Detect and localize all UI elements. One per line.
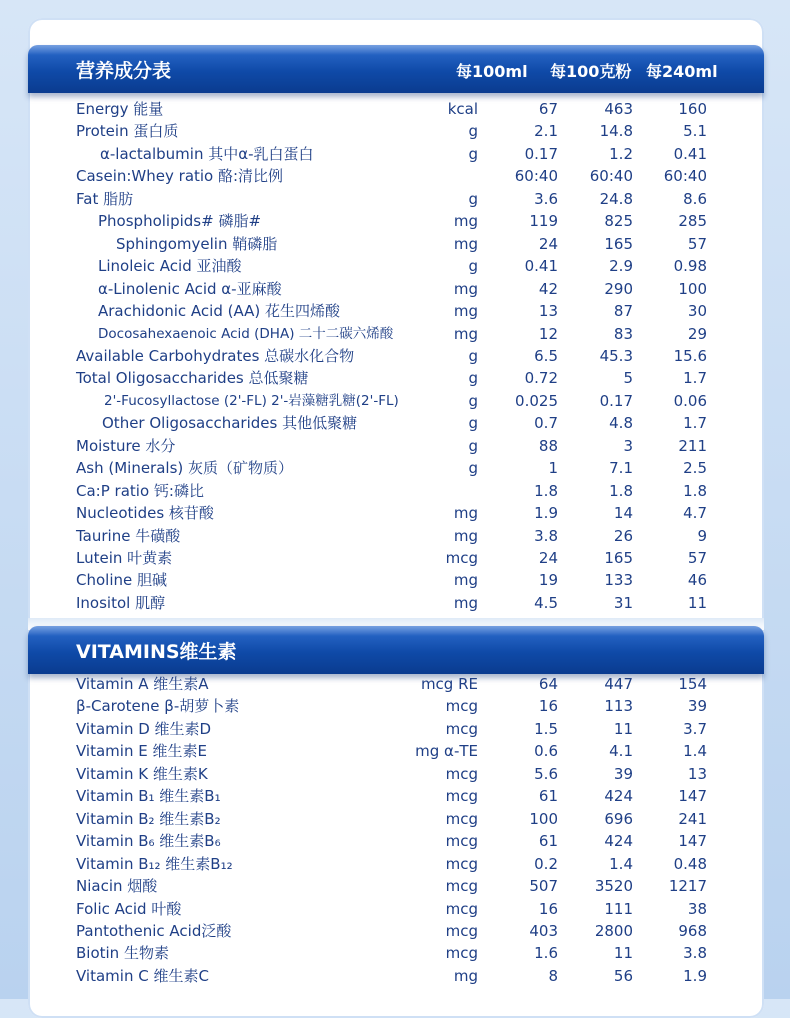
row-value-per240ml: 100: [678, 279, 707, 298]
table-row: [0, 412, 790, 434]
row-value-per100ml: 88: [538, 436, 558, 455]
row-name: Casein:Whey ratio 酪:清比例: [76, 167, 284, 186]
row-name: Other Oligosaccharides 其他低聚糖: [102, 414, 358, 433]
table-row: [0, 592, 790, 614]
row-value-per100g: 56: [613, 966, 633, 985]
table-row: [0, 210, 790, 232]
row-value-per100ml: 24: [538, 234, 558, 253]
row-value-per100g: 696: [604, 809, 633, 828]
row-value-per100ml: 61: [538, 832, 558, 851]
row-value-per240ml: 9: [697, 526, 707, 545]
row-unit: g: [468, 122, 478, 141]
table-row: [0, 875, 790, 897]
row-value-per240ml: 11: [687, 593, 707, 612]
row-value-per240ml: 1.7: [683, 369, 707, 388]
row-name: Fat 脂肪: [76, 189, 134, 208]
row-name: β-Carotene β-胡萝卜素: [76, 697, 240, 716]
row-value-per240ml: 241: [678, 809, 707, 828]
row-name: Ash (Minerals) 灰质（矿物质）: [76, 459, 294, 478]
row-value-per100g: 31: [613, 593, 633, 612]
row-value-per100ml: 0.72: [524, 369, 558, 388]
col-per240ml: 每240ml: [646, 62, 718, 81]
row-unit: mg: [453, 966, 478, 985]
row-unit: mg: [453, 234, 478, 253]
row-value-per100ml: 0.7: [534, 414, 558, 433]
row-unit: mg: [453, 593, 478, 612]
table-row: [0, 785, 790, 807]
row-value-per100ml: 1.9: [534, 504, 558, 523]
row-name: Linoleic Acid 亚油酸: [98, 257, 242, 276]
row-value-per100ml: 1.8: [534, 481, 558, 500]
table-row: [0, 763, 790, 785]
row-value-per100ml: 0.2: [534, 854, 558, 873]
table-row: [0, 323, 790, 345]
row-name: Available Carbohydrates 总碳水化合物: [76, 346, 355, 365]
row-value-per240ml: 160: [678, 100, 707, 118]
row-name: Vitamin A 维生素A: [76, 675, 209, 693]
table-row: [0, 143, 790, 165]
row-unit: mcg: [445, 944, 478, 963]
table-row: [0, 718, 790, 740]
row-unit: g: [468, 257, 478, 276]
row-unit: mg: [453, 212, 478, 231]
row-value-per240ml: 38: [687, 899, 707, 918]
row-value-per240ml: 60:40: [663, 167, 707, 186]
vitamins-title: VITAMINS维生素: [76, 641, 237, 663]
row-unit: mcg: [445, 719, 478, 738]
row-value-per100ml: 100: [529, 809, 558, 828]
table-row: [0, 808, 790, 830]
row-name: Vitamin D 维生素D: [76, 719, 212, 738]
row-value-per240ml: 1.9: [683, 966, 707, 985]
row-name: Phospholipids# 磷脂#: [98, 212, 262, 231]
row-value-per240ml: 8.6: [683, 189, 707, 208]
row-value-per100g: 14: [613, 504, 633, 523]
table-row: [0, 525, 790, 547]
row-name: Niacin 烟酸: [76, 877, 158, 896]
row-unit: mcg: [445, 787, 478, 806]
table-row: [0, 569, 790, 591]
row-value-per100g: 113: [604, 697, 633, 716]
row-unit: mcg: [445, 854, 478, 873]
row-value-per240ml: 15.6: [673, 346, 707, 365]
row-value-per100g: 165: [604, 234, 633, 253]
row-value-per240ml: 0.98: [673, 257, 707, 276]
row-value-per100g: 3520: [594, 877, 633, 896]
row-name: α-Linolenic Acid α-亚麻酸: [98, 279, 282, 298]
row-value-per100g: 111: [604, 899, 633, 918]
row-value-per100g: 424: [604, 787, 633, 806]
row-value-per240ml: 1.7: [683, 414, 707, 433]
row-value-per240ml: 968: [678, 921, 707, 940]
row-name: Ca:P ratio 钙:磷比: [76, 481, 204, 500]
row-value-per100ml: 67: [538, 100, 558, 118]
row-value-per100ml: 64: [538, 675, 558, 693]
row-value-per100g: 87: [613, 302, 633, 321]
row-value-per240ml: 30: [687, 302, 707, 321]
row-unit: mcg: [445, 921, 478, 940]
row-value-per100g: 39: [613, 764, 633, 783]
row-value-per100ml: 2.1: [534, 122, 558, 141]
row-unit: mg α-TE: [415, 742, 478, 761]
row-unit: mg: [453, 526, 478, 545]
row-unit: mcg: [445, 697, 478, 716]
row-value-per100ml: 1.6: [534, 944, 558, 963]
row-value-per100ml: 19: [538, 571, 558, 590]
row-name: Biotin 生物素: [76, 944, 169, 963]
row-value-per100ml: 24: [538, 549, 558, 567]
row-name: Pantothenic Acid泛酸: [76, 921, 232, 940]
row-name: Vitamin E 维生素E: [76, 742, 207, 761]
table-row: [0, 367, 790, 389]
col-per100ml: 每100ml: [456, 62, 528, 81]
row-unit: g: [468, 414, 478, 433]
row-name: Taurine 牛磺酸: [76, 526, 181, 545]
table-row: [0, 98, 790, 120]
col-per100g: 每100克粉: [550, 62, 632, 81]
table-row: [0, 480, 790, 502]
row-value-per100g: 83: [613, 324, 633, 343]
table-row: [0, 255, 790, 277]
row-name: Vitamin B₆ 维生素B₆: [76, 832, 221, 851]
row-value-per240ml: 285: [678, 212, 707, 231]
row-value-per240ml: 211: [678, 436, 707, 455]
row-value-per100g: 24.8: [599, 189, 633, 208]
table-row: [0, 695, 790, 717]
table-row: [0, 673, 790, 695]
row-value-per100g: 424: [604, 832, 633, 851]
row-value-per240ml: 46: [687, 571, 707, 590]
row-unit: kcal: [447, 100, 478, 118]
row-name: Vitamin C 维生素C: [76, 966, 209, 985]
row-value-per100g: 7.1: [609, 459, 633, 478]
row-value-per100ml: 16: [538, 697, 558, 716]
row-value-per240ml: 2.5: [683, 459, 707, 478]
row-value-per240ml: 4.7: [683, 504, 707, 523]
row-value-per100ml: 0.6: [534, 742, 558, 761]
row-name: Moisture 水分: [76, 436, 176, 455]
row-value-per100g: 133: [604, 571, 633, 590]
row-unit: mcg: [445, 832, 478, 851]
row-name: α-lactalbumin 其中α-乳白蛋白: [100, 144, 314, 163]
table-row: [0, 435, 790, 457]
row-unit: g: [468, 189, 478, 208]
row-value-per100g: 447: [604, 675, 633, 693]
table-row: [0, 233, 790, 255]
table-row: [0, 830, 790, 852]
row-value-per100g: 290: [604, 279, 633, 298]
row-value-per240ml: 154: [678, 675, 707, 693]
table-row: [0, 920, 790, 942]
row-name: Arachidonic Acid (AA) 花生四烯酸: [98, 302, 341, 321]
row-value-per100g: 11: [613, 719, 633, 738]
row-name: Lutein 叶黄素: [76, 549, 173, 567]
table-row: [0, 120, 790, 142]
nutrition-header-bar: [28, 45, 764, 93]
table-row: [0, 740, 790, 762]
row-value-per100g: 4.1: [609, 742, 633, 761]
row-value-per100ml: 3.8: [534, 526, 558, 545]
row-value-per100g: 0.17: [599, 391, 633, 410]
row-value-per100ml: 5.6: [534, 764, 558, 783]
row-value-per100g: 45.3: [599, 346, 633, 365]
row-value-per100g: 3: [623, 436, 633, 455]
row-unit: g: [468, 459, 478, 478]
row-value-per100ml: 3.6: [534, 189, 558, 208]
table-row: [0, 278, 790, 300]
row-value-per100ml: 507: [529, 877, 558, 896]
row-name: Docosahexaenoic Acid (DHA) 二十二碳六烯酸: [98, 325, 394, 342]
row-value-per240ml: 3.7: [683, 719, 707, 738]
row-name: Sphingomyelin 鞘磷脂: [116, 234, 278, 253]
row-value-per100g: 1.2: [609, 144, 633, 163]
row-value-per100ml: 60:40: [514, 167, 558, 186]
table-row: [0, 898, 790, 920]
row-value-per100ml: 6.5: [534, 346, 558, 365]
row-value-per240ml: 29: [687, 324, 707, 343]
table-row: [0, 547, 790, 569]
row-value-per100ml: 403: [529, 921, 558, 940]
row-value-per240ml: 57: [687, 549, 707, 567]
row-value-per240ml: 57: [687, 234, 707, 253]
row-value-per100ml: 8: [548, 966, 558, 985]
row-name: Inositol 肌醇: [76, 593, 166, 612]
row-value-per100ml: 0.41: [524, 257, 558, 276]
row-unit: mg: [453, 504, 478, 523]
table-row: [0, 345, 790, 367]
row-unit: mg: [453, 302, 478, 321]
row-value-per100g: 463: [604, 100, 633, 118]
row-value-per240ml: 5.1: [683, 122, 707, 141]
row-value-per100ml: 61: [538, 787, 558, 806]
row-name: Vitamin K 维生素K: [76, 764, 208, 783]
row-unit: g: [468, 391, 478, 410]
row-value-per100g: 1.4: [609, 854, 633, 873]
row-unit: mcg: [445, 877, 478, 896]
row-name: Folic Acid 叶酸: [76, 899, 182, 918]
row-value-per100g: 2800: [594, 921, 633, 940]
row-unit: mcg: [445, 764, 478, 783]
row-unit: mcg: [445, 549, 478, 567]
row-value-per240ml: 39: [687, 697, 707, 716]
row-value-per100g: 14.8: [599, 122, 633, 141]
row-unit: mcg: [445, 899, 478, 918]
row-value-per100ml: 0.17: [524, 144, 558, 163]
table-row: [0, 300, 790, 322]
nutrition-title: 营养成分表: [76, 60, 172, 82]
row-value-per240ml: 147: [678, 787, 707, 806]
row-value-per100ml: 12: [538, 324, 558, 343]
row-unit: mcg: [445, 809, 478, 828]
row-value-per100ml: 119: [529, 212, 558, 231]
row-value-per100ml: 1: [548, 459, 558, 478]
row-name: 2'-Fucosyllactose (2'-FL) 2'-岩藻糖乳糖(2'-FL): [104, 392, 399, 409]
row-value-per100ml: 42: [538, 279, 558, 298]
row-value-per100g: 60:40: [589, 167, 633, 186]
row-value-per100g: 5: [623, 369, 633, 388]
row-value-per100ml: 0.025: [515, 391, 558, 410]
table-row: [0, 502, 790, 524]
table-row: [0, 390, 790, 412]
row-value-per100ml: 4.5: [534, 593, 558, 612]
row-value-per240ml: 0.48: [673, 854, 707, 873]
table-row: [0, 165, 790, 187]
row-value-per240ml: 1.4: [683, 742, 707, 761]
row-value-per240ml: 1.8: [683, 481, 707, 500]
row-unit: mg: [453, 279, 478, 298]
row-name: Nucleotides 核苷酸: [76, 504, 214, 523]
table-row: [0, 457, 790, 479]
row-name: Vitamin B₂ 维生素B₂: [76, 809, 221, 828]
row-value-per240ml: 13: [687, 764, 707, 783]
row-name: Vitamin B₁ 维生素B₁: [76, 787, 221, 806]
row-unit: mcg RE: [420, 675, 478, 693]
vitamins-header-bar: [28, 626, 764, 674]
row-name: Vitamin B₁₂ 维生素B₁₂: [76, 854, 233, 873]
row-value-per240ml: 0.06: [673, 391, 707, 410]
row-value-per240ml: 1217: [668, 877, 707, 896]
table-row: [0, 942, 790, 964]
row-unit: g: [468, 369, 478, 388]
row-name: Energy 能量: [76, 100, 164, 118]
row-value-per100g: 825: [604, 212, 633, 231]
row-unit: g: [468, 346, 478, 365]
row-name: Protein 蛋白质: [76, 122, 179, 141]
row-value-per100g: 165: [604, 549, 633, 567]
row-value-per240ml: 147: [678, 832, 707, 851]
table-row: [0, 965, 790, 987]
row-unit: g: [468, 144, 478, 163]
row-value-per100g: 2.9: [609, 257, 633, 276]
row-unit: g: [468, 436, 478, 455]
row-name: Total Oligosaccharides 总低聚糖: [76, 369, 309, 388]
row-value-per100g: 4.8: [609, 414, 633, 433]
row-name: Choline 胆碱: [76, 571, 167, 590]
row-value-per100g: 11: [613, 944, 633, 963]
row-value-per100g: 1.8: [609, 481, 633, 500]
row-unit: mg: [453, 324, 478, 343]
row-value-per100ml: 13: [538, 302, 558, 321]
row-value-per100ml: 16: [538, 899, 558, 918]
table-row: [0, 853, 790, 875]
table-row: [0, 188, 790, 210]
row-unit: mg: [453, 571, 478, 590]
row-value-per240ml: 0.41: [673, 144, 707, 163]
row-value-per100g: 26: [613, 526, 633, 545]
row-value-per240ml: 3.8: [683, 944, 707, 963]
row-value-per100ml: 1.5: [534, 719, 558, 738]
